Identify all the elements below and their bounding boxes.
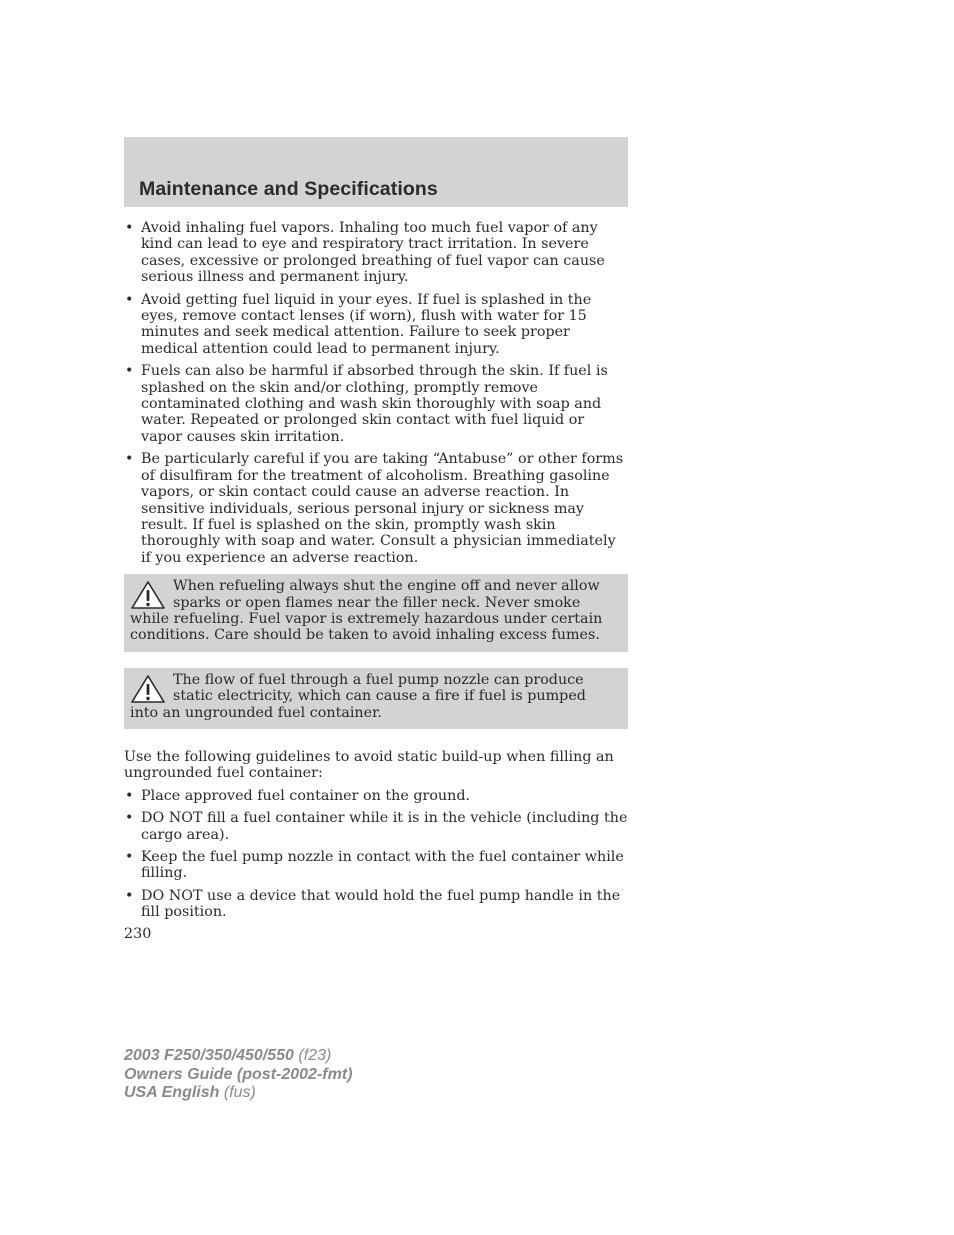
bullet-icon: • <box>125 363 134 380</box>
list-item <box>124 292 628 358</box>
footer-line-model <box>124 1047 352 1066</box>
bullet-icon: • <box>125 787 134 804</box>
section-header-band <box>124 137 628 207</box>
list-item <box>124 849 628 882</box>
page-number: 230 <box>124 926 152 942</box>
list-item-text: Keep the fuel pump nozzle in contact with the fuel container while filling. <box>141 849 624 882</box>
bullet-icon: • <box>125 849 134 865</box>
footer-line-guide <box>124 1066 352 1085</box>
footer-model-code: (f23) <box>298 1047 332 1064</box>
warning-triangle-icon <box>130 580 166 610</box>
list-item <box>124 451 628 566</box>
bullet-list-top <box>124 220 628 566</box>
bullet-icon: • <box>125 810 134 827</box>
bullet-icon: • <box>125 887 134 904</box>
warning-box-refueling <box>124 574 628 652</box>
warning-box-static <box>124 668 628 729</box>
bullet-list-bottom <box>124 788 628 921</box>
footer-language: USA English <box>124 1084 220 1101</box>
list-item <box>124 220 628 286</box>
list-item <box>124 888 628 921</box>
list-item <box>124 788 628 804</box>
warning-text: The flow of fuel through a fuel pump nozzle can produce static electricity, which can cause a fire if fuel is pumped into an ungrounded fuel container. <box>130 671 586 721</box>
list-item-text: Avoid inhaling fuel vapors. Inhaling too much fuel vapor of any kind can lead to eye and respiratory tract irritation. In severe cases, excessive or prolonged breathing of fuel vapor can cause serious illness and permanent injury. <box>141 220 605 286</box>
page-content <box>124 220 628 927</box>
footer-model: 2003 F250/350/450/550 <box>124 1047 294 1064</box>
section-title: Maintenance and Specifications <box>139 178 438 200</box>
bullet-icon: • <box>125 291 134 308</box>
list-item-text: Place approved fuel container on the ground. <box>141 787 471 804</box>
list-item-text: DO NOT fill a fuel container while it is in the vehicle (including the cargo area). <box>141 810 628 843</box>
warning-text: When refueling always shut the engine off and never allow sparks or open flames near the filler neck. Never smoke while refueling. Fuel vapor is extremely hazardous under certain conditions. Care should be taken to avoid inhaling excess fumes. <box>130 578 603 644</box>
bullet-icon: • <box>125 451 134 468</box>
guidelines-intro: Use the following guidelines to avoid static build-up when filling an ungrounded fuel container: <box>124 748 614 782</box>
list-item-text: DO NOT use a device that would hold the fuel pump handle in the fill position. <box>141 887 621 921</box>
list-item <box>124 363 628 445</box>
list-item <box>124 810 628 843</box>
footer-language-code: (fus) <box>223 1084 256 1101</box>
warning-triangle-icon <box>130 674 166 704</box>
footer-line-language <box>124 1084 352 1103</box>
bullet-icon: • <box>125 220 134 236</box>
footer-guide: Owners Guide (post-2002-fmt) <box>124 1065 353 1083</box>
list-item-text: Avoid getting fuel liquid in your eyes. If fuel is splashed in the eyes, remove contact lenses (if worn), flush with water for 15 minutes and seek medical attention. Failure to seek proper medical attention could lead to permanent injury. <box>141 291 592 357</box>
list-item-text: Fuels can also be harmful if absorbed through the skin. If fuel is splashed on the skin and/or clothing, promptly remove contaminated clothing and wash skin thoroughly with soap and water. Repeated or prolonged skin contact with fuel liquid or vapor causes skin irritation. <box>141 363 608 445</box>
list-item-text: Be particularly careful if you are taking “Antabuse” or other forms of disulfiram for the treatment of alcoholism. Breathing gasoline vapors, or skin contact could cause an adverse reaction. In sensitive individuals, serious personal injury or sickness may result. If fuel is splashed on the skin, promptly wash skin thoroughly with soap and water. Consult a physician immediately if you experience an adverse reaction. <box>141 451 624 566</box>
document-footer <box>124 1047 352 1103</box>
